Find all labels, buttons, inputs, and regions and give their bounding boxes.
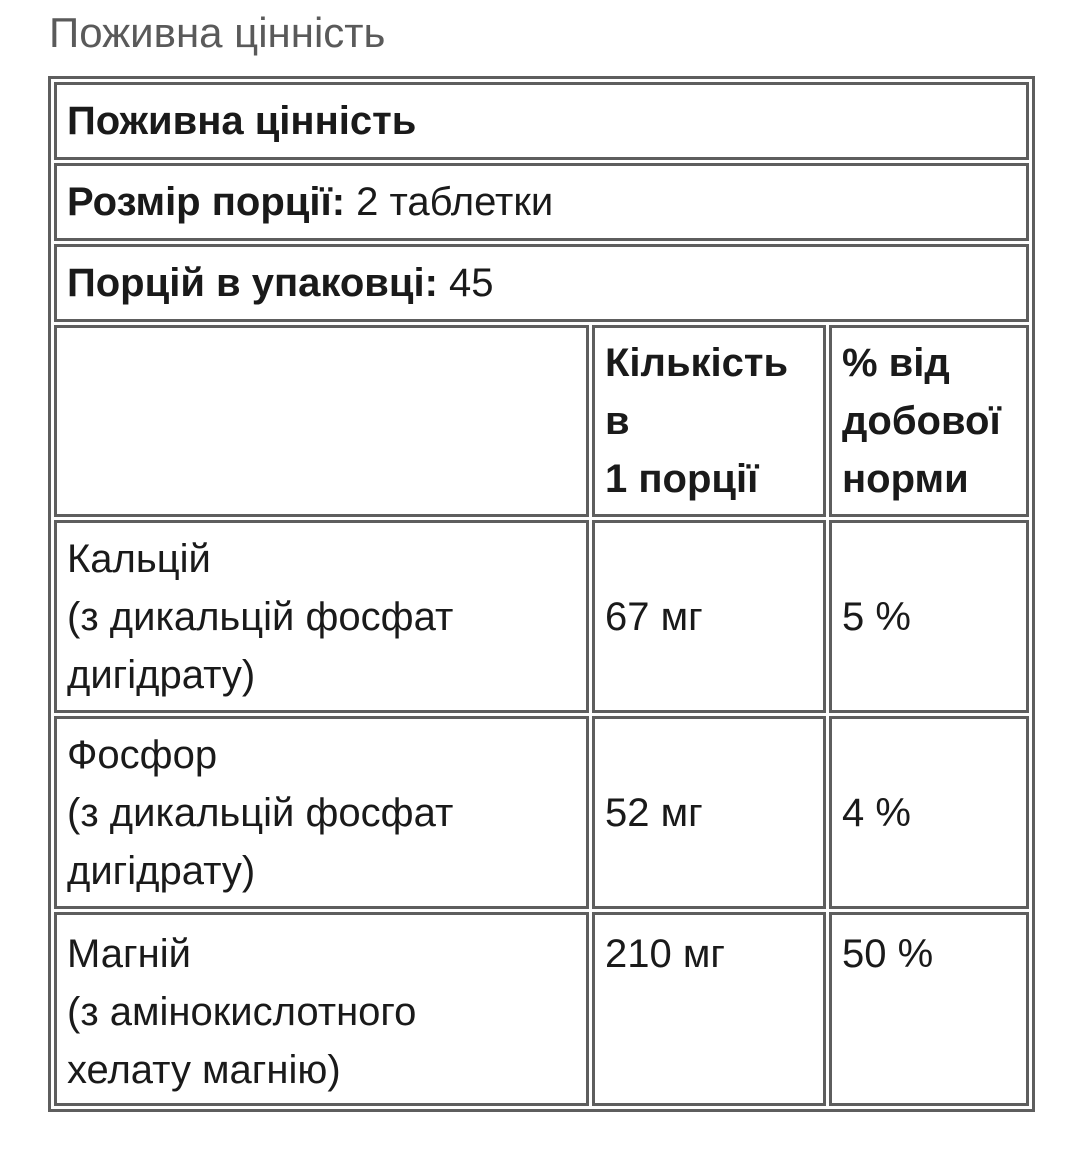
nutrient-daily-value: 4 %: [829, 716, 1029, 909]
nutrient-name: Кальцій: [67, 536, 211, 581]
nutrient-source-line1: (з дикальцій фосфат: [67, 790, 454, 835]
nutrient-amount: 67 мг: [592, 520, 826, 713]
header-amount-line1: Кількість: [605, 341, 789, 385]
nutrient-amount: 210 мг: [592, 912, 826, 1106]
table-title-row: [54, 82, 1029, 160]
nutrient-amount: 52 мг: [592, 716, 826, 909]
nutrient-name: Магній: [67, 932, 191, 976]
header-daily-value: [829, 325, 1029, 517]
page-heading: Поживна цінність: [49, 9, 386, 56]
header-amount: [592, 325, 826, 517]
header-nutrient: [54, 325, 589, 517]
column-header-row: [54, 325, 1029, 517]
serving-size-label: Розмір порції:: [67, 180, 346, 224]
servings-per-container-value: 45: [449, 261, 494, 305]
nutrient-name-cell: [54, 520, 589, 713]
nutrient-source-line2: дигідрату): [67, 848, 256, 893]
nutrient-source-line1: (з амінокислотного: [67, 990, 417, 1034]
table-row: [54, 716, 1029, 909]
nutrition-facts-table: [48, 76, 1035, 1112]
nutrient-name: Фосфор: [67, 732, 218, 777]
header-amount-line3: 1 порції: [605, 457, 759, 501]
table-row: [54, 912, 1029, 1106]
nutrient-name-cell: [54, 912, 589, 1106]
header-dv-line3: норми: [842, 457, 969, 501]
serving-size-cell: [54, 163, 1029, 241]
nutrient-daily-value: 50 %: [829, 912, 1029, 1106]
nutrient-source-line1: (з дикальцій фосфат: [67, 594, 454, 639]
nutrient-source-line2: дигідрату): [67, 652, 256, 697]
nutrient-name-cell: [54, 716, 589, 909]
table-row: [54, 520, 1029, 713]
table-title: Поживна цінність: [54, 82, 1029, 160]
header-dv-line2: добової: [842, 399, 1001, 443]
header-dv-line1: % від: [842, 341, 950, 385]
serving-size-row: [54, 163, 1029, 241]
serving-size-value: 2 таблетки: [356, 180, 554, 224]
servings-per-container-cell: [54, 244, 1029, 322]
servings-per-container-label: Порцій в упаковці:: [67, 261, 438, 305]
servings-per-container-row: [54, 244, 1029, 322]
nutrient-daily-value: 5 %: [829, 520, 1029, 713]
nutrient-source-line2: хелату магнію): [67, 1048, 341, 1092]
header-amount-line2: в: [605, 399, 630, 443]
